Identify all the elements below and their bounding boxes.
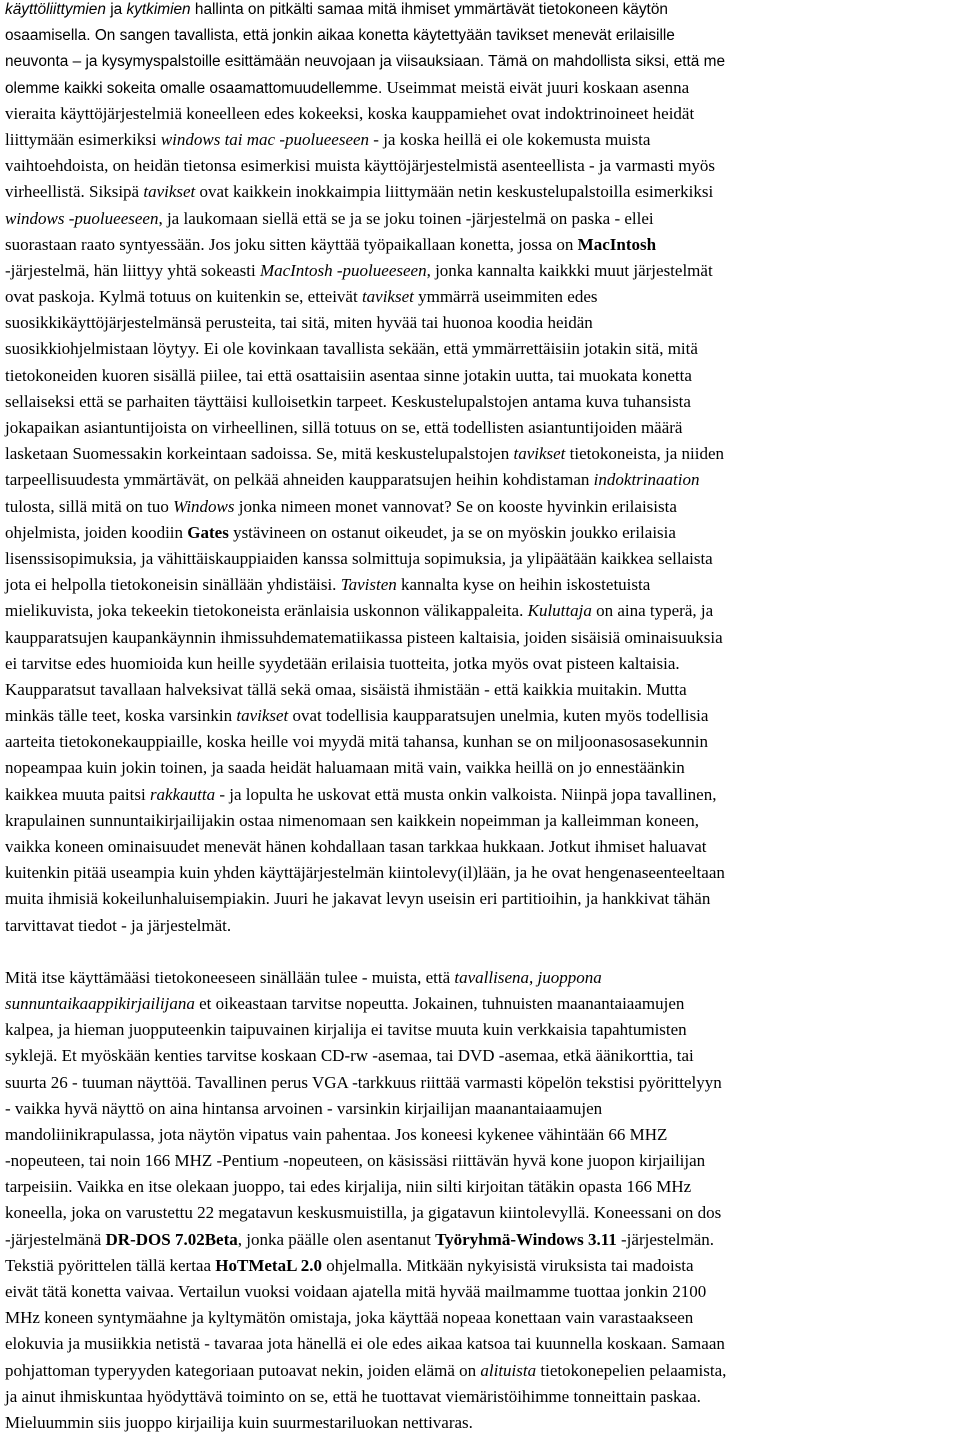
italic-text: sunnuntaikaappikirjailijana: [5, 993, 195, 1013]
bold-text: DR-DOS 7.02Beta: [105, 1229, 238, 1249]
text-segment: ovat todellisia kaupparatsujen unelmia, kuten myös todellisia: [288, 706, 709, 726]
text-line: [5, 965, 955, 991]
text-segment: -järjestelmän.: [616, 1229, 715, 1249]
italic-text: rakkautta: [149, 784, 216, 804]
text-line: [5, 1410, 955, 1436]
text-line: [5, 625, 955, 651]
text-line: [5, 415, 955, 441]
text-line: [5, 310, 955, 336]
text-line: [5, 1043, 955, 1069]
text-line: [5, 363, 955, 389]
text-segment: pohjattoman typeryyden kategoriaan putoavat nekin, joiden elämä on: [5, 1360, 481, 1380]
text-segment: mielikuvista, joka tekeekin tietokoneista eränlaisia uskonnon välikappaleita.: [5, 601, 528, 621]
text-segment: olemme kaikki sokeita omalle osaamattomuudellemme.: [5, 79, 387, 97]
italic-text: tavikset: [143, 182, 196, 202]
text-line: [5, 22, 955, 48]
text-segment: MHz koneen syntymäahne ja kyltymätön omistaja, joka käyttää nopeaa konettaan vain varastaakseen: [5, 1308, 694, 1328]
text-segment: , ja laukomaan siellä että se ja se joku toinen -järjestelmä on paska - ellei: [158, 208, 654, 228]
italic-text: windows tai mac -puolueeseen: [160, 129, 370, 149]
text-segment: sellaiseksi että se parhaiten täyttäisi kulloisetkin tarpeet. Keskustelupalstojen antama kuva tuhansista: [5, 391, 691, 411]
text-line: [5, 1122, 955, 1148]
text-segment: kuitenkin pitää useampia kuin yhden käyttäjärjestelmän kiintolevy(il)lään, ja he ovat hengenaseenteeltaan: [5, 863, 725, 883]
text-segment: - ja koska heillä ei ole kokemusta muista: [369, 129, 651, 149]
text-segment: ovat kaikkein inokkaimpia liittymään netin keskustelupalstoilla esimerkiksi: [195, 182, 714, 202]
text-segment: Tekstiä pyörittelen tällä kertaa: [5, 1255, 216, 1275]
text-line: [5, 467, 955, 493]
italic-text: tavallisena, juoppona: [454, 967, 602, 987]
text-line: [5, 494, 955, 520]
text-segment: ja ainut ihmiskuntaa hyödyttävä toiminto on se, että he tuottavat viemäristöihimme tonneittain paskaa.: [5, 1386, 701, 1406]
text-segment: kalpea, ja hieman juopputeenkin taipuvainen kirjalija ei tavitse muuta kuin verkkaisia tapahtumisten: [5, 1020, 687, 1040]
text-line: [5, 729, 955, 755]
text-line: [5, 258, 955, 284]
text-segment: syklejä. Et myöskään kenties tarvitse koskaan CD-rw -asemaa, tai DVD -asemaa, etkä äänikorttia, tai: [5, 1046, 694, 1066]
text-line: [5, 1279, 955, 1305]
text-line: [5, 755, 955, 781]
text-segment: - ja lopulta he uskovat että musta onkin valkoista. Niinpä jopa tavallinen,: [215, 784, 717, 804]
text-segment: suosikkikäyttöjärjestelmänsä perusteita, tai sitä, miten hyvää tai huonoa koodia heidän: [5, 313, 593, 333]
text-segment: krapulainen sunnuntaikirjailijakin ostaa nimenomaan sen kaikkein nopeimman ja kalleimman koneen,: [5, 810, 699, 830]
text-line: [5, 913, 955, 939]
text-line: [5, 782, 955, 808]
text-line: [5, 1148, 955, 1174]
text-segment: vaihtoehdoista, on heidän tietonsa esimerkisi muista käyttöjärjestelmistä asenteellista - ja varmasti myös: [5, 156, 716, 176]
text-segment: tietokoneista, ja niiden: [565, 444, 725, 464]
text-segment: tulosta, sillä mitä on tuo: [5, 496, 174, 516]
text-segment: kaupparatsujen kaupankäynnin ihmissuhdematematiikassa pisteen kaltaisia, joiden sisäisiä ominaisuuksia: [5, 627, 723, 647]
text-line: [5, 284, 955, 310]
text-segment: Kaupparatsut tavallaan halveksivat tällä sekä omaa, sisäistä ihmistään - että kaikkia muitakin. Mutta: [5, 679, 687, 699]
text-segment: lasketaan Suomessakin korkeintaan sadoissa. Se, mitä keskustelupalstojen: [5, 444, 514, 464]
paragraph: [5, 965, 955, 1436]
text-line: [5, 1305, 955, 1331]
text-segment: on aina typerä, ja: [591, 601, 714, 621]
text-line: [5, 834, 955, 860]
text-line: [5, 1331, 955, 1357]
text-segment: tietokoneiden kuoren sisällä piilee, tai että osattaisiin asentaa sinne jotakin uutta, tai muokata konetta: [5, 365, 692, 385]
text-segment: mandoliinikrapulassa, jota näytön vipatus vain pahentaa. Jos koneesi kykenee vähintään 66 MHZ: [5, 1124, 668, 1144]
text-segment: , jonka kannalta kaikkki muut järjestelmät: [426, 260, 713, 280]
text-line: [5, 520, 955, 546]
text-line: [5, 75, 955, 101]
text-line: [5, 1200, 955, 1226]
bold-text: Työryhmä-Windows 3.11: [435, 1229, 617, 1249]
text-segment: eivät tätä konetta vaivaa. Vertailun vuoksi voidaan ajatella mitä hyvää mailmamme tuottaa jonkin 2100: [5, 1282, 707, 1301]
text-segment: virheellistä. Siksipä: [5, 182, 144, 202]
text-segment: suurta 26 - tuuman näyttöä. Tavallinen perus VGA -tarkkuus riittää varmasti köpelön tekstisi pyörittelyyn: [5, 1072, 722, 1092]
text-line: [5, 0, 955, 22]
text-segment: tarpeellisuudesta ymmärtävät, on pelkää ahneiden kaupparatsujen heihin kohdistaman: [5, 470, 594, 490]
text-segment: -järjestelmänä: [5, 1229, 106, 1249]
text-line: [5, 232, 955, 258]
text-segment: et oikeastaan tarvitse nopeutta. Jokainen, tuhnuisten maanantaiaamujen: [194, 993, 685, 1013]
text-segment: hallinta on pitkälti samaa mitä ihmiset ymmärtävät tietokoneen käytön: [190, 1, 668, 18]
text-segment: tietokonepelien pelaamista,: [536, 1360, 727, 1380]
text-line: [5, 206, 955, 232]
bold-text: MacIntosh: [577, 234, 657, 254]
text-segment: vaikka koneen ominaisuudet menevät hänen kohdallaan tasan tarkkaa hukkaan. Jotkut ihmiset haluavat: [5, 837, 707, 856]
text-line: [5, 572, 955, 598]
text-line: [5, 179, 955, 205]
text-segment: , jonka päälle olen asentanut: [237, 1229, 436, 1249]
text-line: [5, 546, 955, 572]
text-segment: tarpeisiin. Vaikka en itse olekaan juoppo, tai edes kirjalija, niin silti kirjoitan tätäkin opasta 166 MHz: [5, 1177, 692, 1197]
text-line: [5, 860, 955, 886]
text-line: [5, 48, 955, 74]
paragraph-gap: [5, 939, 955, 965]
text-line: [5, 101, 955, 127]
text-segment: Mitä itse käyttämääsi tietokoneeseen sinällään tulee - muista, että: [5, 967, 455, 987]
text-line: [5, 1070, 955, 1096]
text-line: [5, 389, 955, 415]
text-segment: jota ei helpolla tietokoneisin sinällään yhdistäisi.: [5, 575, 341, 595]
text-segment: vieraita käyttöjärjestelmiä koneelleen edes kokeeksi, koska kauppamiehet ovat indoktrinoineet heidät: [5, 103, 695, 123]
text-segment: ohjelmista, joiden koodiin: [5, 522, 188, 542]
italic-text: käyttöliittymien: [5, 1, 106, 18]
text-segment: tarvittavat tiedot - ja järjestelmät.: [5, 915, 232, 935]
text-line: [5, 808, 955, 834]
text-line: [5, 991, 955, 1017]
text-segment: kaikkea muuta paitsi: [5, 784, 150, 804]
text-line: [5, 1017, 955, 1043]
text-segment: elokuvia ja musiikkia netistä - tavaraa jota hänellä ei ole edes aikaa katsoa tai kuunnella koskaan. Samaan: [5, 1334, 725, 1354]
text-segment: osaamisella. On sangen tavallista, että jonkin aikaa konetta käytettyään tavikset menevät erilaisille: [5, 27, 675, 45]
italic-text: Kuluttaja: [527, 601, 592, 621]
text-segment: suosikkiohjelmistaan löytyy. Ei ole kovinkaan tavallista sekään, että ymmärrettäisiin jotakin sitä, mitä: [5, 339, 698, 359]
text-segment: Mieluummin siis juoppo kirjailija kuin suurmestariluokan nettivaras.: [5, 1412, 473, 1432]
italic-text: Windows: [173, 496, 235, 516]
text-line: [5, 1096, 955, 1122]
text-line: [5, 336, 955, 362]
text-line: [5, 598, 955, 624]
text-line: [5, 651, 955, 677]
text-line: [5, 1227, 955, 1253]
text-segment: ohjelmalla. Mitkään nykyisistä viruksista tai madoista: [322, 1255, 694, 1275]
text-segment: -järjestelmä, hän liittyy yhtä sokeasti: [5, 260, 260, 280]
text-segment: ystävineen on ostanut oikeudet, ja se on myöskin joukko erilaisia: [228, 522, 676, 542]
italic-text: kytkimien: [126, 1, 191, 18]
text-line: [5, 1174, 955, 1200]
text-segment: -nopeuteen, tai noin 166 MHZ -Pentium -nopeuteen, on käsissäsi riittävän hyvä kone juopon kirjailijan: [5, 1151, 706, 1171]
text-segment: lisenssisopimuksia, ja vähittäiskauppiaiden kanssa solmittuja sopimuksia, ja ylipäätään kaikkea sellaista: [5, 548, 713, 568]
text-line: [5, 1358, 955, 1384]
text-segment: ja: [105, 1, 127, 18]
italic-text: alituista: [480, 1360, 537, 1380]
italic-text: tavikset: [361, 287, 414, 307]
text-segment: ei tarvitse edes huomioida kun heille syydetään erilaisia tuotteita, jotka myös ovat pisteen kaltaisia.: [5, 653, 680, 673]
italic-text: MacIntosh -puolueeseen: [259, 260, 427, 280]
text-segment: suorastaan raato syntyessään. Jos joku sitten käyttää työpaikallaan konetta, jossa on: [5, 234, 578, 254]
italic-text: indoktrinaation: [593, 470, 700, 490]
text-segment: koneella, joka on varustettu 22 megatavun keskusmuistilla, ja gigatavun kiintolevyllä. Koneessani on dos: [5, 1203, 722, 1223]
text-line: [5, 1253, 955, 1279]
text-line: [5, 703, 955, 729]
italic-text: windows -puolueeseen: [5, 208, 159, 228]
text-segment: minkäs tälle teet, koska varsinkin: [5, 706, 237, 726]
text-segment: Useimmat meistä eivät juuri koskaan asenna: [386, 77, 690, 97]
italic-text: tavikset: [513, 444, 566, 464]
text-segment: liittymään esimerkiksi: [5, 129, 161, 149]
text-segment: - vaikka hyvä näyttö on aina hintansa arvoinen - varsinkin kirjailijan maanantaiaamujen: [5, 1098, 603, 1118]
text-segment: muita ihmisiä kokeilunhaluisempiakin. Juuri he jakavat levyn useisin eri partitioihin, ja hankkivat tähän: [5, 889, 711, 909]
bold-text: Gates: [187, 522, 229, 542]
text-segment: jokapaikan asiantuntijoista on virheellinen, sillä totuus on se, että todellisten asiantuntijoiden määrä: [5, 418, 683, 437]
italic-text: tavikset: [236, 706, 289, 726]
text-segment: ymmärrä useimmiten edes: [413, 287, 598, 307]
text-line: [5, 153, 955, 179]
text-line: [5, 1384, 955, 1410]
text-segment: jonka nimeen monet vannovat? Se on kooste hyvinkin erilaisista: [234, 496, 677, 516]
text-segment: nopeampaa kuin jokin toinen, ja saada heidät haluamaan mitä vain, vaikka heillä on jo ennestäänkin: [5, 758, 685, 778]
text-segment: kannalta kyse on heihin iskostetuista: [396, 575, 651, 595]
text-segment: neuvonta – ja kysymyspalstoille esittämään neuvojaan ja viisauksiaan. Tämä on mahdollista siksi, että me: [5, 53, 726, 71]
bold-text: HoTMetaL 2.0: [215, 1255, 322, 1275]
text-segment: ovat paskoja. Kylmä totuus on kuitenkin se, etteivät: [5, 287, 362, 307]
text-line: [5, 886, 955, 912]
text-segment: aarteita tietokonekauppiaille, koska heille voi myydä mitä tahansa, kunhan se on miljoonasosasekunnin: [5, 732, 708, 752]
italic-text: Tavisten: [340, 575, 397, 595]
text-line: [5, 127, 955, 153]
document-body: [5, 0, 955, 1436]
paragraph: [5, 0, 955, 939]
text-line: [5, 677, 955, 703]
text-line: [5, 441, 955, 467]
